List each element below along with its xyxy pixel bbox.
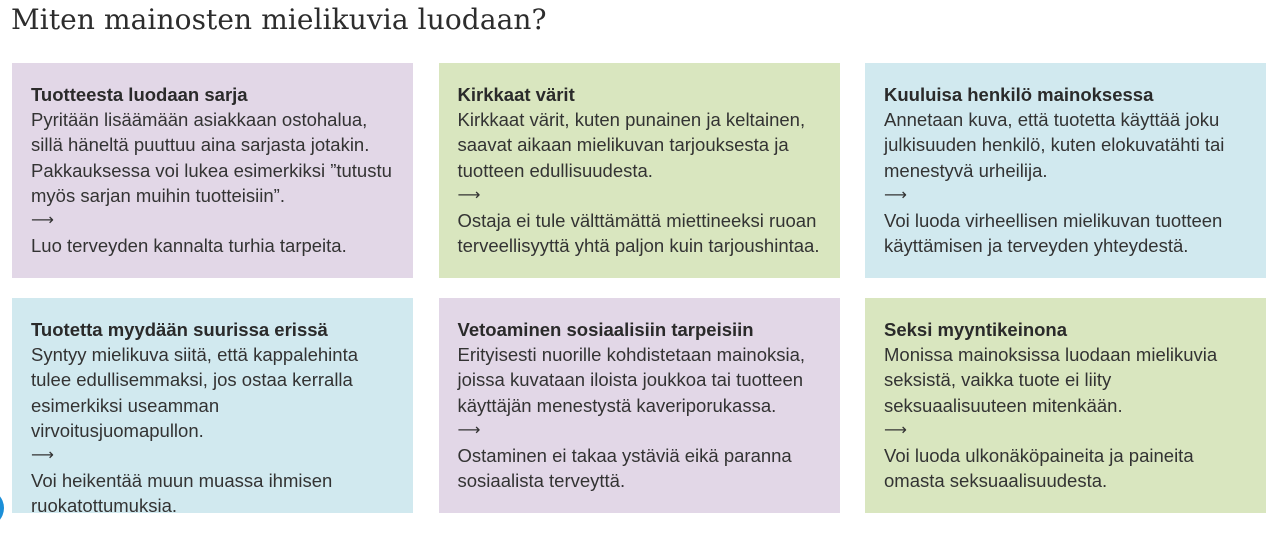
card-title: Kuuluisa henkilö mainoksessa <box>884 84 1154 105</box>
arrow-right-icon: ⟶ <box>884 421 907 439</box>
card-title: Kirkkaat värit <box>457 84 575 105</box>
card-effect: Ostaminen ei takaa ystäviä eikä paranna sosiaalista terveyttä. <box>457 444 792 492</box>
card-series <box>12 63 413 278</box>
card-effect: Voi luoda virheellisen mielikuvan tuotteen käyttämisen ja terveyden yhteydestä. <box>884 209 1223 257</box>
card-description: Monissa mainoksissa luodaan mielikuvia seksistä, vaikka tuote ei liity seksuaalisuuteen mitenkään. <box>884 344 1218 416</box>
card-social-needs <box>439 298 840 513</box>
card-title: Seksi myyntikeinona <box>884 319 1068 340</box>
card-celebrity <box>865 63 1266 278</box>
arrow-right-icon: ⟶ <box>457 186 481 204</box>
arrow-right-icon: ⟶ <box>457 421 481 439</box>
card-effect: Ostaja ei tule välttämättä miettineeksi ruoan terveellisyyttä yhtä paljon kuin tarjoushintaa. <box>457 209 820 257</box>
card-description: Annetaan kuva, että tuotetta käyttää joku julkisuuden henkilö, kuten elokuvatähti tai menestyvä urheilija. <box>884 109 1225 181</box>
card-effect: Voi heikentää muun muassa ihmisen ruokatottumuksia. <box>31 470 333 513</box>
card-description: Erityisesti nuorille kohdistetaan mainoksia, joissa kuvataan iloista joukkoa tai tuotteen käyttäjän menestystä kaveriporukassa. <box>457 344 806 416</box>
card-effect: Luo terveyden kannalta turhia tarpeita. <box>31 235 347 257</box>
card-title: Tuotteesta luodaan sarja <box>31 84 248 105</box>
card-effect: Voi luoda ulkonäköpaineita ja paineita omasta seksuaalisuudesta. <box>884 444 1194 492</box>
page-title: Miten mainosten mielikuvia luodaan? <box>11 3 547 36</box>
card-bright-colors <box>439 63 840 278</box>
card-description: Pyritään lisäämään asiakkaan ostohalua, sillä häneltä puuttuu aina sarjasta jotakin. Pakkauksessa voi lukea esimerkiksi ”tutustu myös sarjan muihin tuotteisiin”. <box>31 109 392 206</box>
arrow-right-icon: ⟶ <box>31 212 54 230</box>
card-description: Kirkkaat värit, kuten punainen ja keltainen, saavat aikaan mielikuvan tarjouksesta ja tuotteen edullisuudesta. <box>457 109 806 181</box>
card-sex-selling <box>865 298 1266 513</box>
arrow-right-icon: ⟶ <box>884 186 907 204</box>
card-description: Syntyy mielikuva siitä, että kappalehinta tulee edullisemmaksi, jos ostaa kerralla esimerkiksi useamman virvoitusjuomapullon. <box>31 344 359 441</box>
card-title: Tuotetta myydään suurissa erissä <box>31 319 328 340</box>
card-bulk-sales <box>12 298 413 513</box>
arrow-right-icon: ⟶ <box>31 447 54 465</box>
cards-grid <box>12 63 1266 513</box>
card-title: Vetoaminen sosiaalisiin tarpeisiin <box>457 319 754 340</box>
floating-help-button[interactable] <box>0 489 4 527</box>
